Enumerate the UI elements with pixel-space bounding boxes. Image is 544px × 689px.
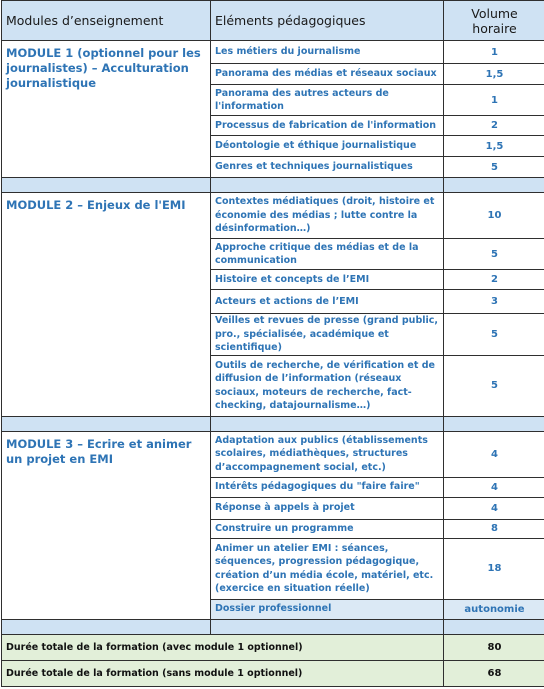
element-hours: 1,5 <box>444 64 544 85</box>
element-hours: 4 <box>444 497 544 519</box>
element-label: Histoire et concepts de l’EMI <box>211 270 444 290</box>
total-label-without-module-1: Durée totale de la formation (sans module 1 optionnel) <box>2 660 444 686</box>
element-hours: 5 <box>444 157 544 178</box>
element-label: Adaptation aux publics (établissements scolaires, médiathèques, structures d’accompagnement social, etc.) <box>211 431 444 477</box>
element-hours: 5 <box>444 314 544 356</box>
element-hours: 1,5 <box>444 136 544 157</box>
element-label: Approche critique des médias et de la communication <box>211 239 444 270</box>
element-label: Panorama des autres acteurs de l'information <box>211 85 444 116</box>
total-label-with-module-1: Durée totale de la formation (avec module 1 optionnel) <box>2 634 444 660</box>
element-label: Dossier professionnel <box>211 599 444 619</box>
element-hours: 3 <box>444 290 544 314</box>
element-hours: 1 <box>444 41 544 64</box>
separator-row <box>2 619 544 634</box>
element-label: Construire un programme <box>211 519 444 538</box>
element-hours: 10 <box>444 193 544 239</box>
header-row <box>2 1 544 41</box>
separator-row <box>2 416 544 431</box>
total-row <box>2 634 544 660</box>
element-label: Intérêts pédagogiques du "faire faire" <box>211 477 444 497</box>
element-label: Processus de fabrication de l'information <box>211 116 444 136</box>
element-hours: 2 <box>444 270 544 290</box>
element-label: Réponse à appels à projet <box>211 497 444 519</box>
element-hours: 5 <box>444 239 544 270</box>
element-hours: 4 <box>444 477 544 497</box>
module-2-title: MODULE 2 – Enjeux de l'EMI <box>2 193 211 417</box>
module-3-title: MODULE 3 – Ecrire et animer un projet en EMI <box>2 431 211 619</box>
module-1-title: MODULE 1 (optionnel pour les journalistes) – Acculturation journalistique <box>2 41 211 178</box>
table-row <box>2 193 544 239</box>
separator-row <box>2 178 544 193</box>
element-label: Outils de recherche, de vérification et de diffusion de l’information (réseaux sociaux, moteurs de recherche, fact-checking, datajournalisme…) <box>211 355 444 416</box>
element-hours: 8 <box>444 519 544 538</box>
total-row <box>2 660 544 686</box>
element-label: Panorama des médias et réseaux sociaux <box>211 64 444 85</box>
element-hours: 18 <box>444 538 544 599</box>
element-hours: autonomie <box>444 599 544 619</box>
element-label: Déontologie et éthique journalistique <box>211 136 444 157</box>
total-value-without-module-1: 68 <box>444 660 544 686</box>
training-table <box>1 0 544 687</box>
element-label: Acteurs et actions de l’EMI <box>211 290 444 314</box>
element-label: Genres et techniques journalistiques <box>211 157 444 178</box>
element-label: Contextes médiatiques (droit, histoire et économie des médias ; lutte contre la désinformation…) <box>211 193 444 239</box>
table-row <box>2 431 544 477</box>
element-label: Animer un atelier EMI : séances, séquences, progression pédagogique, création d’un média école, matériel, etc. (exercice en situation réelle) <box>211 538 444 599</box>
header-modules: Modules d’enseignement <box>2 1 211 41</box>
header-volume: Volume horaire <box>444 1 544 41</box>
element-label: Les métiers du journalisme <box>211 41 444 64</box>
element-hours: 4 <box>444 431 544 477</box>
table-row <box>2 41 544 64</box>
element-hours: 2 <box>444 116 544 136</box>
element-hours: 1 <box>444 85 544 116</box>
total-value-with-module-1: 80 <box>444 634 544 660</box>
element-hours: 5 <box>444 355 544 416</box>
element-label: Veilles et revues de presse (grand public, pro., spécialisée, académique et scientifique) <box>211 314 444 356</box>
header-elements: Eléments pédagogiques <box>211 1 444 41</box>
